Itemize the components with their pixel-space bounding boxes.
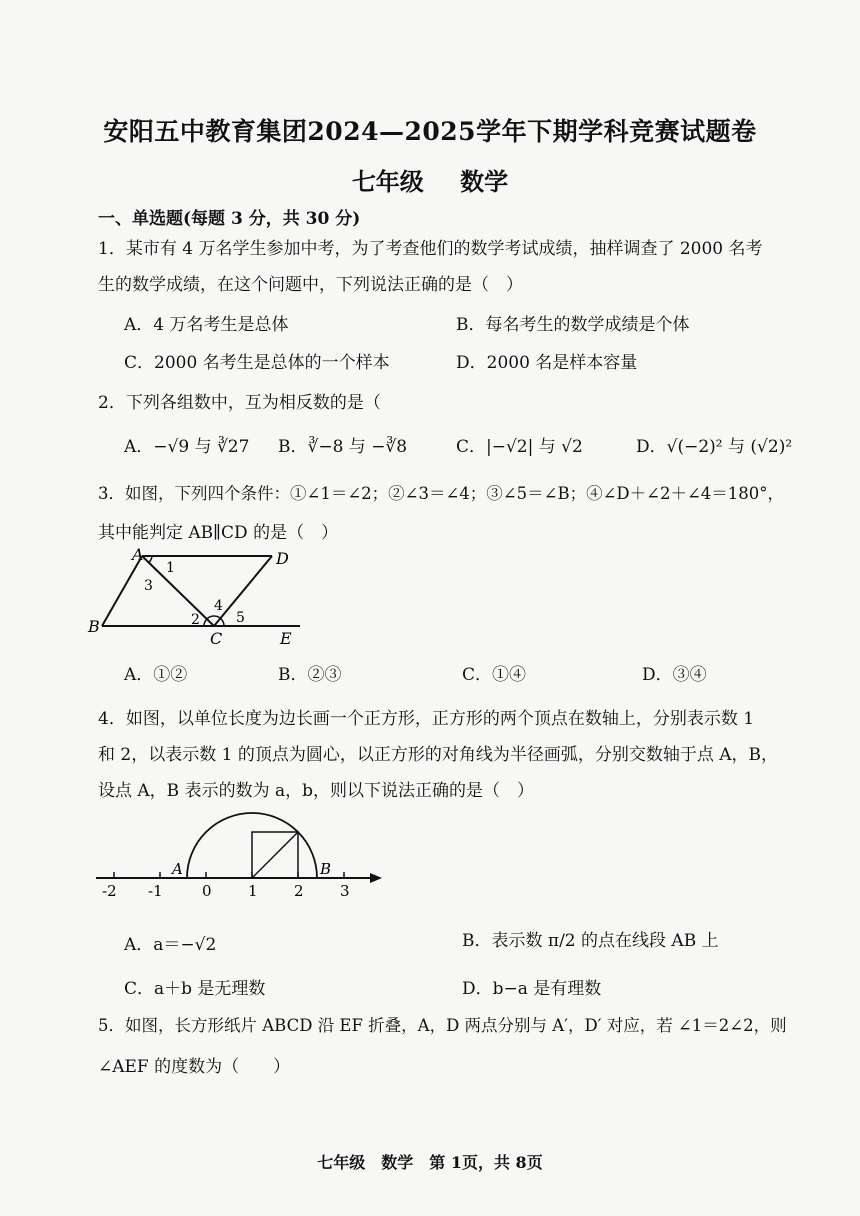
q3-angle-4: 4 <box>214 598 223 614</box>
q3-option-d: D．③④ <box>642 665 707 685</box>
section-heading: 一、单选题(每题 3 分，共 30 分) <box>98 209 361 229</box>
q3-label-c: C <box>210 629 223 648</box>
q3-option-b: B．②③ <box>278 665 342 685</box>
q2-option-a: A．−√9 与 ∛27 <box>124 437 250 457</box>
q2-option-b: B．∛−8 与 −∛8 <box>278 437 408 457</box>
page-footer: 七年级 数学 第 1页，共 8页 <box>317 1153 543 1172</box>
q3-angle-5: 5 <box>236 610 245 626</box>
q3-angle-3: 3 <box>144 578 153 594</box>
q4-stem-line2: 和 2，以表示数 1 的顶点为圆心，以正方形的对角线为半径画弧，分别交数轴于点 A，B， <box>98 745 779 765</box>
q2-option-d: D．√(−2)² 与 (√2)² <box>636 437 793 457</box>
q4-option-a: A．a＝−√2 <box>124 935 217 955</box>
q1-option-b: B．每名考生的数学成绩是个体 <box>456 315 690 335</box>
exam-title: 安阳五中教育集团2024—2025学年下期学科竞赛试题卷 <box>103 117 757 146</box>
q1-option-a: A．4 万名考生是总体 <box>124 315 289 335</box>
q2-stem: 2．下列各组数中，互为相反数的是（ <box>98 393 381 413</box>
q3-option-c: C．①④ <box>462 665 527 685</box>
q5-stem-line2: ∠AEF 的度数为（ ） <box>98 1057 291 1077</box>
q4-tick-0: 0 <box>202 882 212 898</box>
q4-option-c: C．a＋b 是无理数 <box>124 979 266 999</box>
q5-stem-line1: 5．如图，长方形纸片 ABCD 沿 EF 折叠，A，D 两点分别与 A′，D′ 对应，若 ∠1＝2∠2，则 <box>98 1016 787 1035</box>
q3-label-d: D <box>276 549 289 568</box>
q4-tick--2: -2 <box>102 882 117 898</box>
grade-label: 七年级 <box>351 167 424 196</box>
q3-stem-line1: 3．如图，下列四个条件：①∠1＝∠2；②∠3＝∠4；③∠5＝∠B；④∠D＋∠2＋∠4＝180°， <box>98 484 785 503</box>
q3-figure <box>80 548 320 648</box>
q4-tick--1: -1 <box>148 882 163 898</box>
exam-subtitle <box>0 162 860 197</box>
q1-stem-line1: 1．某市有 4 万名学生参加中考，为了考查他们的数学考试成绩，抽样调查了 2000 名考 <box>98 239 763 259</box>
q3-label-b: B <box>88 617 100 636</box>
q3-angle-2: 2 <box>191 612 200 628</box>
q1-stem-line2: 生的数学成绩，在这个问题中，下列说法正确的是（ ） <box>98 275 523 295</box>
q4-option-d: D．b−a 是有理数 <box>462 979 602 999</box>
q3-label-a: A <box>132 548 144 564</box>
q4-stem-line1: 4．如图，以单位长度为边长画一个正方形，正方形的两个顶点在数轴上，分别表示数 1 <box>98 709 755 729</box>
q4-point-a: A <box>172 860 183 878</box>
q3-stem-line2: 其中能判定 AB∥CD 的是（ ） <box>98 523 339 543</box>
q3-angle-1: 1 <box>166 560 175 576</box>
q1-option-c: C．2000 名考生是总体的一个样本 <box>124 353 390 373</box>
q1-option-d: D．2000 名是样本容量 <box>456 353 638 373</box>
q4-tick-2: 2 <box>294 882 304 898</box>
q4-point-b: B <box>320 860 332 878</box>
q2-option-c: C．|−√2| 与 √2 <box>456 437 583 457</box>
q3-label-e: E <box>280 629 292 648</box>
q4-tick-3: 3 <box>340 882 350 898</box>
q4-number-line-figure <box>92 808 392 898</box>
q3-option-a: A．①② <box>124 665 188 685</box>
q4-stem-line3: 设点 A，B 表示的数为 a，b，则以下说法正确的是（ ） <box>98 781 534 801</box>
q4-option-b: B．表示数 π/2 的点在线段 AB 上 <box>462 931 719 951</box>
subject-label: 数学 <box>460 167 509 196</box>
q4-tick-1: 1 <box>248 882 258 898</box>
